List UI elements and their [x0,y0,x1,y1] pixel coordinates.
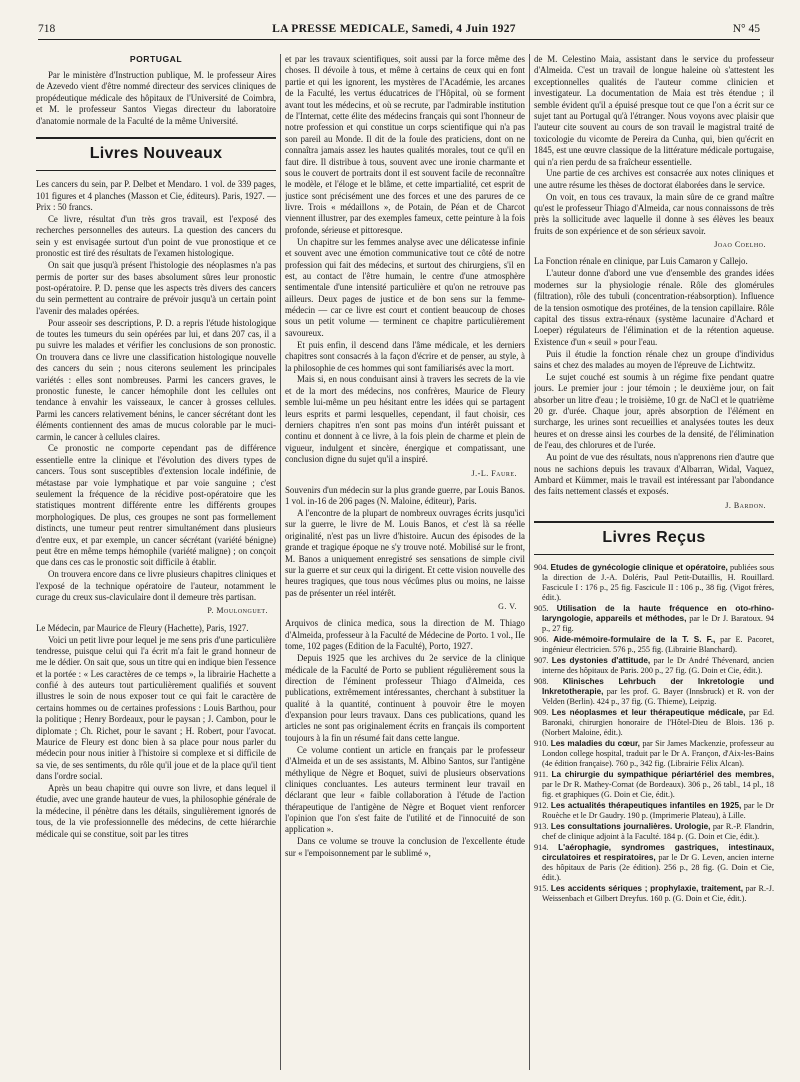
review-paragraph: Dans ce volume se trouve la conclusion de l'excellente étude sur « l'empoisonnement par le sublimé », [285,836,525,858]
received-book-item [534,770,774,800]
received-book-details: par le Dr André Thévenard, ancien interne des hôpitaux de Paris. 200 p., 27 fig. (G. Doin et Cie, édit.). [542,656,774,676]
received-book-number: 904. [534,563,549,573]
received-book-number: 905. [534,604,549,614]
journal-title: LA PRESSE MEDICALE, Samedi, 4 Juin 1927 [272,23,516,35]
page-header [38,22,760,40]
received-book-number: 914. [534,843,549,853]
livres-nouveaux-title: Livres Nouveaux [89,144,223,162]
received-book-details: par le Dr R. Mathey-Cornat (de Bordeaux). 306 p., 26 tabl., 14 pl., 18 fig. et graphiques (G. Doin et Cie, édit.). [542,780,774,800]
review-paragraph: Un chapitre sur les femmes analyse avec une délicatesse infinie et souvent avec une émotion communicative tout ce côté de notre profession qui fait des médecins, et surtout des chirurgiens, s'il en est, au contact de l'être humain, le centre d'une atmosphère sentimentale d'une intensité particulière et qu'on ne retrouve pas ailleurs. Deux pages de justice et de bon sens sur la femme-médecin — car ce livre est court et contient beaucoup de choses sous un petit volume — terminent ce chapitre particulièrement savoureux. [285,236,525,338]
review-paragraph: Au point de vue des résultats, nous n'apprenons rien d'autre que nous ne sachions depuis les travaux d'Albarran, Widal, Vaquez, Ambard et Kümmer, mais le travail est intéressant par l'abondance des faits nettement classés et exposés. [534,452,774,497]
received-book-item [534,822,774,842]
column-1 [36,54,276,1072]
received-book-title: Les dystonies d'attitude, [551,656,651,666]
column-rule-2 [529,54,530,1070]
received-book-number: 911. [534,770,549,780]
column-3 [534,54,774,1072]
received-book-number: 909. [534,708,549,718]
review-heading: Le Médecin, par Maurice de Fleury (Hachette), Paris, 1927. [36,622,249,633]
review-paragraph: Et puis enfin, il descend dans l'âme médicale, et les derniers chapitres sont consacrés à la façon d'écrire et de penser, au style, à la philosophie de ces hommes qui sont familiarisés avec la mort. [285,339,525,373]
review-paragraph: Après un beau chapitre qui ouvre son livre, et dans lequel il étudie, avec une grande hauteur de vues, la philosophie générale de la médecine, il pénètre dans les détails, singulièrement ignorés de tous, de la vie professionnelle des médecins, de cette hiérarchie médicale qui se constitue, soit par les titres [36,783,276,839]
review-paragraph: Pour asseoir ses descriptions, P. D. a repris l'étude histologique de toutes les tumeurs du sein opérées par lui, et dans 207 cas, il a pu suivre les malades et vérifier les conclusions de son pronostic. On trouvera dans ce livre une classification histologique nouvelle des cancers du sein ; nous citerons seulement les principales variétés : elles sont nombreuses. Parmi les cancers graves, le pronostic funeste, le cancer hémophile dont les cellules ont tendance à envahir les vaisseaux, le cancer à grosses cellules. Parmi les cancers relativement bénins, le cancer sécrétant dont les éléments contiennent des amas de mucus colorable par le muci-carmin, le cancer à cellules claires. [36,317,276,442]
review-signature: G. V. [498,602,517,612]
received-book-number: 908. [534,677,549,687]
received-book-title: La chirurgie du sympathique périartériel des membres, [551,770,774,780]
review-paragraph: On sait que jusqu'à présent l'histologie des néoplasmes n'a pas permis de porter sur des bases absolument sûres leur pronostic post-opératoire. P. D. pense que les aspects très divers des cancers du sein permettent au contraire de prévoir jusqu'à un certain point l'avenir des malades opérées. [36,260,276,316]
review-paragraph: de M. Celestino Maia, assistant dans le service du professeur d'Almeida. C'est un travail de longue haleine où s'attestent les exceptionnelles qualités de l'auteur comme clinicien et investigateur. La documentation de Maia est très étendue ; il semble évident qu'il a épuisé presque tout ce que l'on a écrit sur ce sujet tant au Portugal qu'à l'étranger. Nous voyons avec plaisir que l'auteur cite souvent au cours de son travail le magistral traité de toxicologie du vicomte de Pereira da Cunha, qui, bien qu'écrit en 1845, est une œuvre classique de la littérature médicale portugaise, qui n'a rien perdu de sa fraîcheur essentielle. [534,54,774,167]
received-book-item [534,656,774,676]
review-paragraph: et par les travaux scientifiques, soit aussi par la force même des choses. Il dévoile à tous, et même à certains de ceux qui en font partie et qui les ignorent, les mystères de l'Académie, les arcanes de la Faculté, les vertus éducatrices de l'Hôpital, où se forment avant tout les médecins, et où se recrute, par l'admirable institution de l'Internat, cette élite des médecins français qui sont l'honneur de notre profession et qui constitue un corps scientifique qui n'a pas son pareil au Monde. Il dit de la foule des praticiens, dont on ne connaîtra jamais assez les hautes qualités morales, tout ce qu'il en faut dire. Il distribue à tous, souvent avec une ironie charmante et sous le couvert de portraits dont il est souvent facile de reconnaître le modèle, et l'éloge et le blâme, et cette impartialité, cet esprit de justice sont précisément une des forces et une des parures de ce livre. Trois « médaillons », de Potain, de Péan et de Charcot viennent illustrer, par des exemples fameux, cette peinture à la fois profonde, sérieuse et pittoresque. [285,54,525,235]
received-book-item [534,884,774,904]
review-paragraph: A l'encontre de la plupart de nombreux ouvrages écrits jusqu'ici sur la guerre, le livre de M. Louis Banos, et c'est là sa réelle originalité, n'est pas un livre d'histoire. Aucun des épisodes de la grande et tragique époque ne s'y trouve noté. Mobilisé sur le front, M. Banos a uniquement enregistré ses sensations de simple civil sur la guerre et sur ceux qui la dirigent. Et cette vision nouvelle des heures tragiques, que tous nous vécûmes plus ou moins, ne laisse pas de présenter un réel intérêt. [285,508,525,598]
review-signature: Joao Coelho. [714,240,766,250]
received-book-title: Etudes de gynécologie clinique et opératoire, [550,563,728,573]
column-rule-1 [280,54,281,1070]
review-paragraph: Ce pronostic ne comporte cependant pas de différence essentielle entre la clinique et l'évolution des divers types de cancers. Tous sont susceptibles d'extension locale indéfinie, de métastase par voie lymphatique et par voie sanguine ; c'est seulement la fréquence de la récidive post-opératoire que les statistiques montrent différente entre les différents groupes morphologiques. De plus, ces groupes ne sont pas formellement distincts, une tumeur peut rentrer simultanément dans plusieurs d'entre eux, et par exemple, un cancer sécrétant (variété bénigne) peut être en même temps hémophile (variété maligne) ; on conçoit que dans ces cas le pronostic soit difficile à établir. [36,443,276,568]
received-book-item [534,708,774,738]
received-book-title: Utilisation de la haute fréquence en oto-rhino-laryngologie, appareils et méthodes, [542,604,774,624]
received-book-title: Aide-mémoire-formulaire de la T. S. F., [553,635,716,645]
livres-nouveaux-banner [36,137,276,171]
portugal-paragraph: Par le ministère d'Instruction publique, M. le professeur Aires de Azevedo vient d'être nommé directeur des services cliniques de propédeutique médicale des hôpitaux de l'Université de Coimbra, et M. le professeur Santos Viegas directeur du laboratoire d'anatomie normale de la Faculté de la même Université. [36,70,276,126]
review-paragraph: Une partie de ces archives est consacrée aux notes cliniques et une autre résume les thèses de doctorat élaborées dans le service. [534,168,774,190]
review-paragraph: On voit, en tous ces travaux, la main sûre de ce grand maître qu'est le professeur Thiago d'Almeida, car nous connaissons de très près la sollicitude avec laquelle il donne à ses élèves les beaux fruits de son expérience et de son sérieux savoir. [534,191,774,236]
livres-recus-banner [534,521,774,555]
received-book-details: par le Dr Rouèche et le Dr Gaudry. 190 p. (Imprimerie Plateau), à Lille. [542,801,774,821]
received-book-title: Les consultations journalières. Urologie, [550,822,711,832]
received-book-details: par R.-P. Flandrin, chef de clinique adjoint à la Faculté. 184 p. (G. Doin et Cie, édit.). [542,822,774,842]
issue-number: N° 45 [732,23,760,35]
received-book-title: Klinisches Lehrbuch der Inkretologie und Inkretotherapie, [542,677,774,697]
received-book-title: Les accidents sériques ; prophylaxie, traitement, [550,884,744,894]
review-heading: La Fonction rénale en clinique, par Luis Camaron y Callejo. [534,256,748,267]
review-paragraph: On trouvera encore dans ce livre plusieurs chapitres cliniques et l'exposé de la technique opératoire de l'auteur, notamment le curage du creux sus-claviculaire dont il demeure très partisan. [36,569,276,602]
review-paragraph: Ce livre, résultat d'un très gros travail, est l'exposé des recherches personnelles des auteurs. La question des cancers du sein y est envisagée surtout d'un point de vue pronostique et ce pronostic est tiré des résultats de l'examen histologique. [36,214,276,259]
received-book-title: Les actualités thérapeutiques infantiles en 1925, [550,801,742,811]
review-paragraph: Mais si, en nous conduisant ainsi à travers les secrets de la vie et de la mort des médecins, nos confrères, Maurice de Fleury semble lui-même un peu hésitant entre les idées qui se partagent leurs esprits et parmi lesquelles, cependant, il faut choisir, ces derniers chapitres n'en sont pas moins d'un intérêt puissant et continu et donnent à ce livre, à la fois plein de charme et plein de vigueur, indulgent et sincère, énergique et compatissant, une conclusion digne du sujet qu'il a inspiré. [285,374,525,465]
review-signature: P. Moulonguet. [207,606,268,616]
received-book-item [534,563,774,603]
review-signature: J.-L. Faure. [471,468,517,478]
received-book-title: Les maladies du cœur, [550,739,640,749]
received-book-item [534,843,774,883]
received-book-item [534,801,774,821]
received-books-list [534,563,774,904]
review-paragraph: L'auteur donne d'abord une vue d'ensemble des grandes idées modernes sur la physiologie rénale. Rôle des glomérules (filtration), rôle des tubuli (concentration-réabsorption). Influence de la tension osmotique des protéines, de la tension capillaire. Rôle capital des tissus extra-rénaux (système lacunaire d'Achard et Loeper) régulateurs de l'élimination et de la rétention aqueuse. Existence d'un « seuil » pour l'eau. [534,268,774,347]
received-book-details: par le Dr J. Baratoux. 94 p., 27 fig. [542,614,774,634]
received-book-details: par R.-J. Weissenbach et Gilbert Dreyfus. 160 p. (G. Doin et Cie, édit.). [542,884,774,904]
review-paragraph: Voici un petit livre pour lequel je me sens pris d'une particulière tendresse, puisque celui qui l'a écrit m'a fait le grand honneur de me le dédier. On sait que, sous un titre qui en indique bien l'essence et la portée : « Les caractères de ce temps », la librairie Hachette a confié à des auteurs tout particulièrement qualifiés et souvent illustres le soin de nous exposer tout ce qui fait le caractère de certains hommes ou de certaines professions : Louis Barthou, pour la politique ; Henry Bordeaux, pour le paysan ; J. Cambon, pour le diplomate ; Ch. Richet, pour le savant ; H. Robert, pour l'avocat. Maurice de Fleury est donc bien à sa place pour nous parler du médecin pour nous initier à l'histoire si complexe et si difficile de sa vie, de ses sentiments, du rôle qu'il joue et de la place qu'il tient dans l'ordre social. [36,634,276,782]
received-book-number: 907. [534,656,549,666]
received-book-details: par le Dr G. Leven, ancien interne des hôpitaux de Paris (2e édition). 256 p., 28 fig. (G. Doin et Cie, édit.). [542,853,774,883]
received-book-item [534,677,774,707]
received-book-number: 912. [534,801,549,811]
review-paragraph: Depuis 1925 que les archives du 2e service de la clinique médicale de la Faculté de Porto se publient régulièrement sous la direction de l'éminent professeur Thiago d'Almeida, ces publications, extrêmement intéressantes, cherchant à substituer la qualité à la quantité, continuent à pouvoir être le moyen d'expansion pour leurs travaux. Dans ces publications, quand les articles ne sont pas originalement écrits en français ils comportent toujours à la fin un résumé fait dans cette langue. [285,653,525,743]
received-book-details: publiées sous la direction de J.-A. Doléris, Paul Petit-Dutaillis, H. Rouillard. Fascicule I : 176 p., 25 fig. Fascicule II : 106 p., 38 fig. (Vigot frères, édit.). [542,563,774,603]
review-paragraph: Le sujet couché est soumis à un régime fixe pendant quatre jours. Le premier jour : jour témoin ; le deuxième jour, on fait absorber un litre d'eau ; le troisième, 10 gr. de NaCl et le quatrième 20 gr. d'urée. Chaque jour, après absorption de l'élément en surcharge, les urines sont recueillies et analysées toutes les deux heures et on dresse ainsi les courbes de la densité, de l'élimination de l'eau, des chlorures et de l'urée. [534,371,774,451]
received-book-item [534,739,774,769]
received-book-number: 906. [534,635,549,645]
review-heading: Les cancers du sein, par P. Delbet et Mendaro. 1 vol. de 339 pages, 101 figures et 4 planches (Masson et Cie, éditeurs). Paris, 1927. — Prix : 50 francs. [36,179,276,213]
received-book-number: 910. [534,739,549,749]
received-book-number: 913. [534,822,549,832]
received-book-item [534,635,774,655]
column-2 [285,54,525,1072]
livres-recus-title: Livres Reçus [602,528,706,546]
received-book-details: par les prof. G. Bayer (Innsbruck) et R. von der Velden (Berlin). 424 p., 37 fig. (G. Thieme), Leipzig. [542,687,774,707]
review-heading: Arquivos de clinica medica, sous la direction de M. Thiago d'Almeida, professeur à la Faculté de Médecine de Porto. 1 vol., IIe tome, 102 pages (Edition de la Faculté), Porto, 1927. [285,618,525,652]
portugal-heading: PORTUGAL [129,54,183,64]
review-paragraph: Puis il étudie la fonction rénale chez un groupe d'individus sains et chez des malades au moyen de l'épreuve de Lichtwitz. [534,348,774,370]
review-paragraph: Ce volume contient un article en français par le professeur d'Almeida et un de ses assistants, M. Albino Santos, sur l'antigène méthylique de Nègre et Boquet, suivi de plusieurs observations cliniques concluantes. Les auteurs terminent leur travail en déclarant que leur « faible collaboration à l'étude de l'action thérapeutique de l'antigène de Nègre et Boquet vient renforcer l'opinion que l'on s'est faite de l'utilité et de l'innocuité de son application ». [285,744,525,835]
received-book-details: par Ed. Baronaki, chirurgien honoraire de l'Hôtel-Dieu de Blois. 136 p. (Norbert Maloine, édit.). [542,708,774,738]
received-book-number: 915. [534,884,549,894]
received-book-title: Les néoplasmes et leur thérapeutique médicale, [551,708,746,718]
received-book-details: par E. Pacoret, ingénieur électricien. 576 p., 255 fig. (Librairie Blanchard). [542,635,774,655]
received-book-item [534,604,774,634]
review-signature: J. Bardon. [725,500,766,510]
page-number: 718 [38,23,56,35]
received-book-details: par Sir James Mackenzie, professeur au London college hospital, traduit par le Dr A. Françon, d'Aix-les-Bains (4e édition française). 760 p., 342 fig. (Librairie Félix Alcan). [542,739,774,769]
received-book-title: L'aérophagie, syndromes gastriques, intestinaux, circulatoires et respiratoires, [542,843,774,863]
review-heading: Souvenirs d'un médecin sur la plus grande guerre, par Louis Banos. 1 vol. in-16 de 206 pages (N. Maloine, éditeur), Paris. [285,484,525,507]
